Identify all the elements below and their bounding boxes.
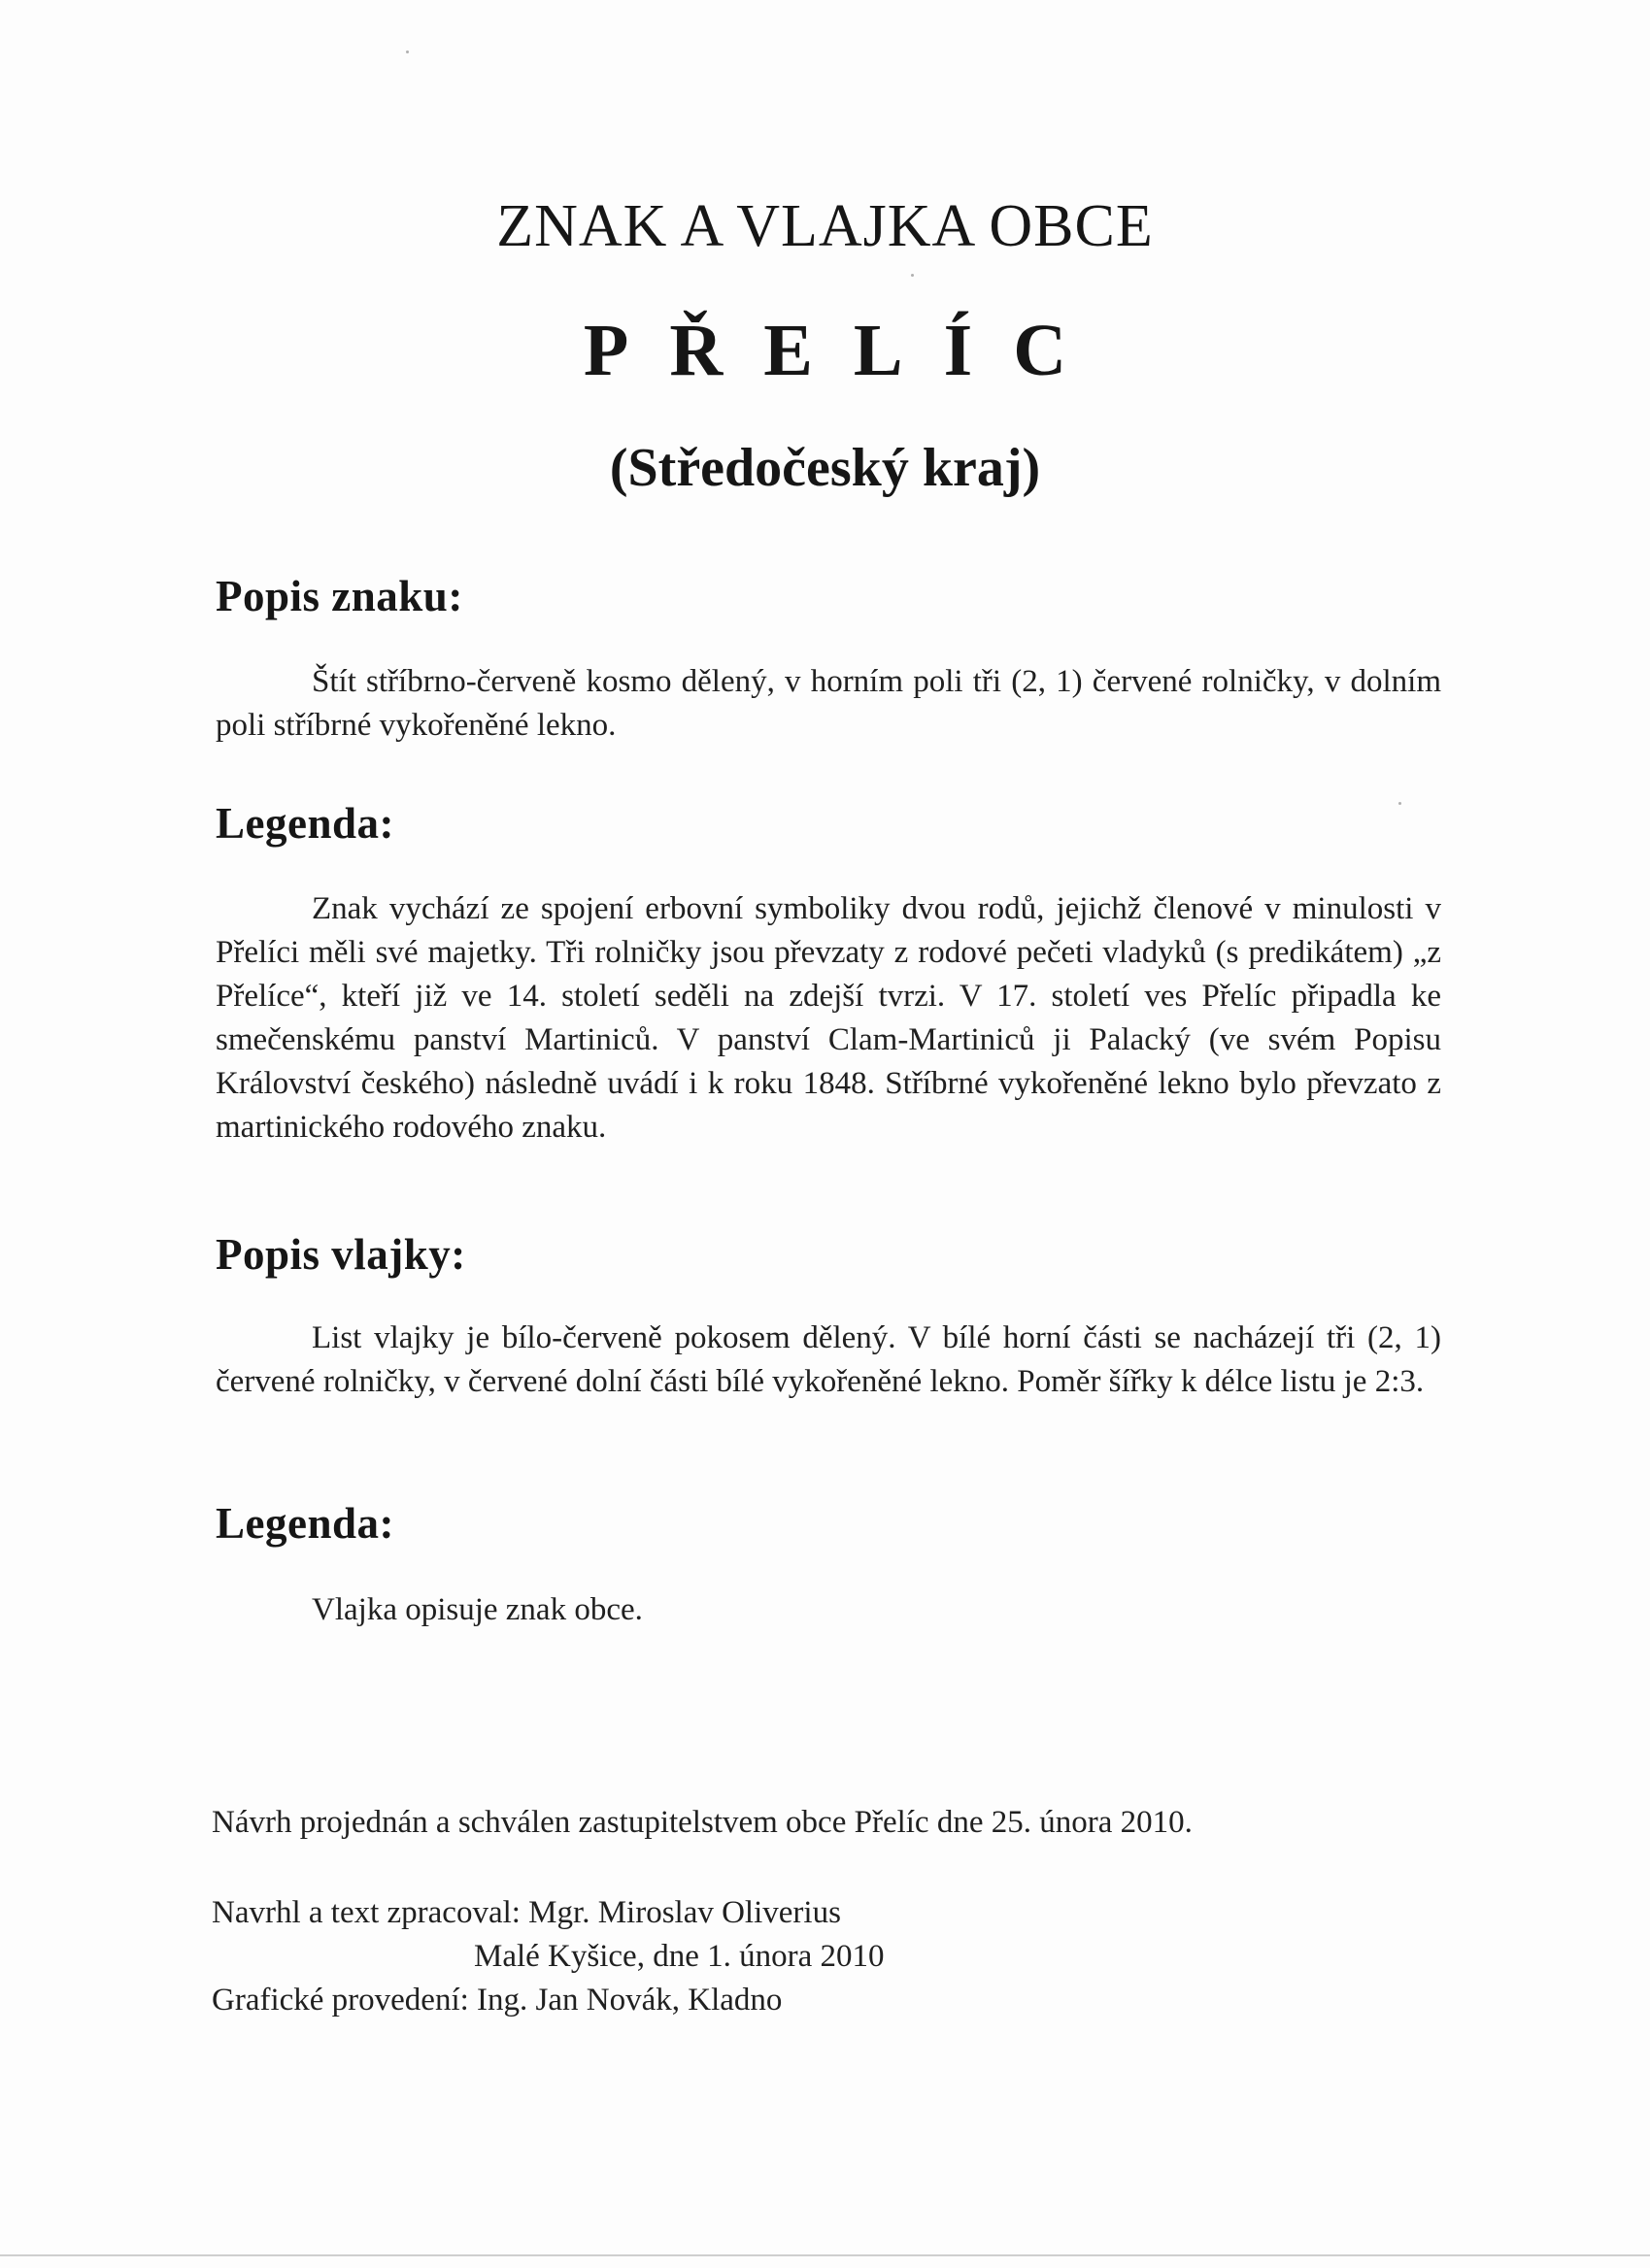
approval-note: Návrh projednán a schválen zastupitelstvem obce Přelíc dne 25. února 2010. [212, 1805, 1193, 1840]
author-credit: Navrhl a text zpracoval: Mgr. Miroslav Oliverius [212, 1895, 841, 1930]
municipality-name: PŘELÍC [583, 310, 1108, 391]
region-name: (Středočeský kraj) [609, 438, 1041, 498]
flag-legend-text: Vlajka opisuje znak obce. [312, 1592, 643, 1627]
coat-of-arms-heading: Popis znaku: [216, 572, 463, 620]
document-title: ZNAK A VLAJKA OBCE [496, 193, 1154, 259]
coat-of-arms-description: Štít stříbrno-červeně kosmo dělený, v horním poli tři (2, 1) červené rolničky, v dolním poli stříbrné vykořeněné lekno. [216, 664, 1441, 743]
scan-speck [1398, 802, 1401, 805]
scan-speck [406, 50, 409, 53]
flag-legend-heading: Legenda: [216, 1499, 394, 1548]
flag-description: List vlajky je bílo-červeně pokosem dělený. V bílé horní části se nacházejí tři (2, 1) červené rolničky, v červené dolní části bílé vykořeněné lekno. Poměr šířky k délce listu je 2:3. [216, 1320, 1441, 1399]
coat-of-arms-legend-heading: Legenda: [216, 799, 394, 848]
place-and-date: Malé Kyšice, dne 1. února 2010 [474, 1939, 885, 1974]
scan-edge-line [0, 2254, 1650, 2256]
graphics-credit: Grafické provedení: Ing. Jan Novák, Kladno [212, 1983, 783, 2018]
coat-of-arms-legend-text: Znak vychází ze spojení erbovní symboliky dvou rodů, jejichž členové v minulosti v Přelíci měli své majetky. Tři rolničky jsou převzaty z rodové pečeti vladyků (s predikátem) „z Přelíce“, kteří již ve 14. století seděli na zdejší tvrzi. V 17. století ves Přelíc připadla ke smečenskému panství Martiniců. V panství Clam-Martiniců ji Palacký (ve svém Popisu Království českého) následně uvádí i k roku 1848. Stříbrné vykořeněné lekno bylo převzato z martinického rodového znaku. [216, 891, 1441, 1145]
scan-speck [911, 274, 914, 277]
flag-heading: Popis vlajky: [216, 1230, 466, 1279]
